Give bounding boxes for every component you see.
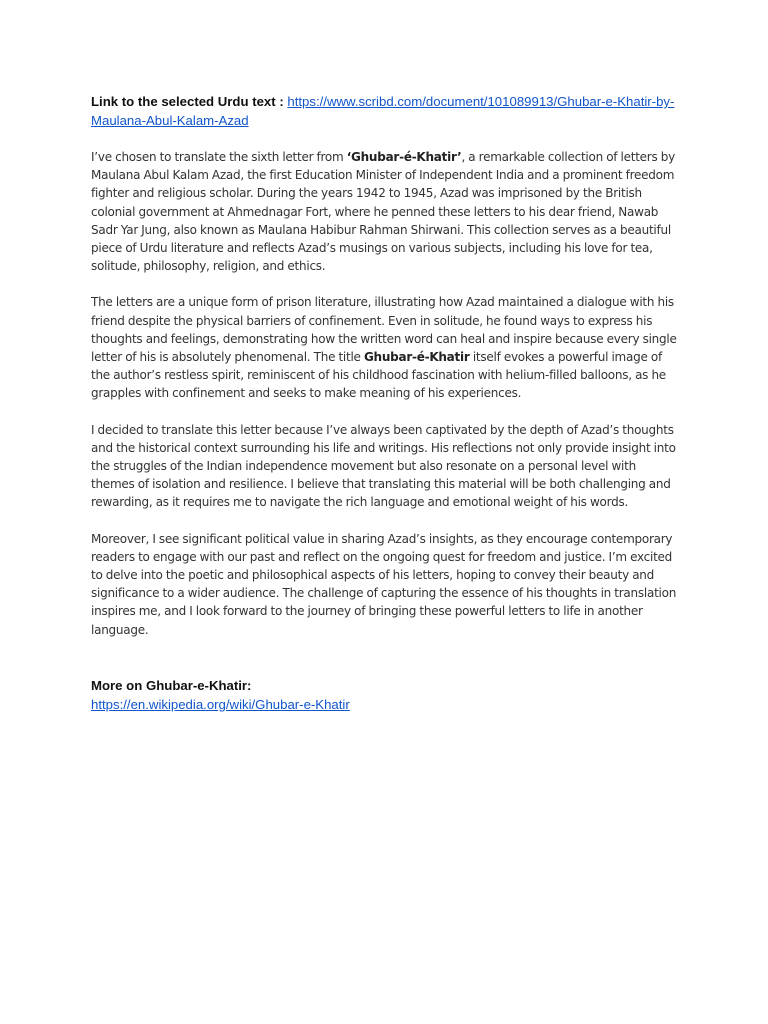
paragraph-2 — [91, 293, 681, 402]
document-content — [91, 92, 681, 714]
wikipedia-link[interactable]: https://en.wikipedia.org/wiki/Ghubar-e-Khatir — [91, 696, 350, 712]
spacer — [91, 639, 681, 676]
paragraph-1-part-a: I’ve chosen to translate the sixth letter from — [91, 150, 347, 164]
paragraph-1-title-bold: ‘Ghubar-é-Khatir’ — [346, 150, 462, 164]
spacer — [91, 403, 681, 421]
scribd-link[interactable]: https://www.scribd.com/document/101089913/Ghubar-e-Khatir-by-Maulana-Abul-Kalam-Azad — [91, 94, 675, 128]
paragraph-3: I decided to translate this letter because I’ve always been captivated by the depth of Azad’s thoughts and the historical context surrounding his life and writings. His reflections not only provide insight into the struggles of the Indian independence movement but also resonate on a personal level with themes of isolation and resilience. I believe that translating this material will be both challenging and rewarding, as it requires me to navigate the rich language and emotional weight of his words. — [91, 422, 676, 510]
spacer — [91, 130, 681, 148]
paragraph-2-part-c: itself evokes a powerful image of the author’s restless spirit, reminiscent of his childhood fascination with helium-filled balloons, as he grapples with confinement and seeks to make meaning of his experiences. — [91, 350, 666, 401]
urdu-text-link-line — [91, 92, 681, 130]
paragraph-2-part-a: The letters are a unique form of prison literature, illustrating how Azad maintained a dialogue with his friend despite the physical barriers of confinement. Even in solitude, he found ways to express his thoughts and feelings, demonstrating how the written word can heal and inspire because every single letter of his is absolutely phenomenal. The title — [91, 295, 677, 365]
more-info-label: More on Ghubar-e-Khatir: — [91, 677, 252, 693]
urdu-text-label: Link to the selected Urdu text : — [91, 94, 284, 109]
spacer — [91, 512, 681, 530]
spacer — [91, 275, 681, 293]
more-info-block — [91, 676, 681, 714]
paragraph-2-title-bold: Ghubar-é-Khatir — [363, 350, 470, 365]
paragraph-4: Moreover, I see significant political value in sharing Azad’s insights, as they encourage contemporary readers to engage with our past and reflect on the ongoing quest for freedom and justice. I’m excited to delve into the poetic and philosophical aspects of his letters, hoping to convey their beauty and significance to a wider audience. The challenge of capturing the essence of his thoughts in translation inspires me, and I look forward to the journey of bringing these powerful letters to life in another language. — [91, 531, 677, 637]
paragraph-1 — [91, 148, 681, 275]
paragraph-1-part-c: , a remarkable collection of letters by Maulana Abul Kalam Azad, the first Education Minister of Independent India and a prominent freedom fighter and religious scholar. During the years 1942 to 1945, Azad was imprisoned by the British colonial government at Ahmednagar Fort, where he penned these letters to his dear friend, Nawab Sadr Yar Jung, also known as Maulana Habibur Rahman Shirwani. This collection serves as a beautiful piece of Urdu literature and reflects Azad’s musings on various subjects, including his love for tea, solitude, philosophy, religion, and ethics. — [91, 150, 675, 274]
